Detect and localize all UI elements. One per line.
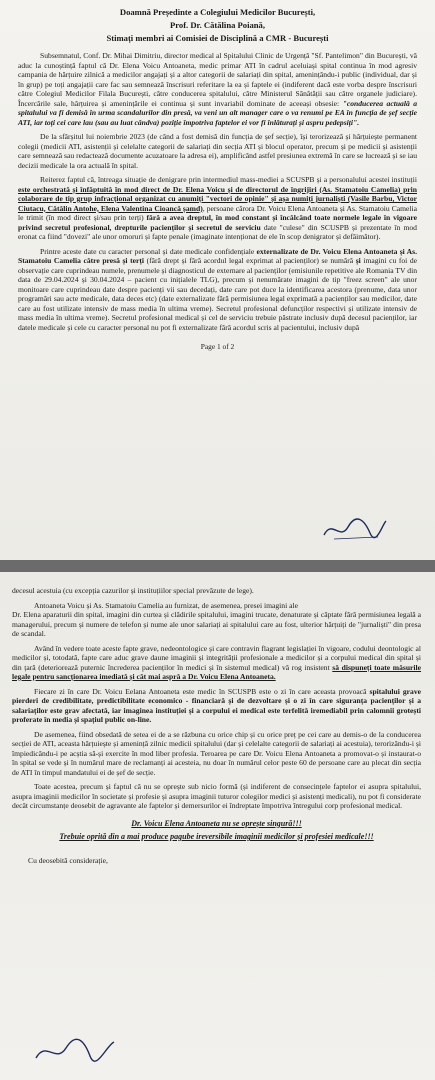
paragraph-3-bold: fără a avea dreptul, în mod constant și încălcând toate normele legale în vigoare privind secretul profesional, drepturile pacienților și secretul de serviciu [18, 213, 417, 232]
paragraph-4-text-a: Printre aceste date cu caracter personal și date medicale confidențiale [40, 246, 257, 256]
paragraph-8-text: Fiecare zi în care Dr. Voicu Eelana Antoaneta este medic în SCUSPB este o zi în care aceasta provoacă [34, 686, 370, 696]
closing-statement-1: Dr. Voicu Elena Antoaneta nu se oprește singură!!! [131, 818, 302, 828]
addressee-line-3: Stimați membri ai Comisiei de Disciplină a CMR - București [106, 33, 329, 43]
document-page-2 [0, 572, 435, 1080]
paragraph-6-lead: Antoaneta Voicu și As. Stamatoiu Camelia au furnizat, de asemenea, presei imagini ale [34, 600, 298, 610]
paragraph-7 [12, 644, 421, 682]
paragraph-4 [18, 247, 417, 333]
paragraph-3-emphasis: este orchestrată și înfăptuită în mod direct de Dr. Elena Voicu și de directorul de îngrijiri (As. Stamatoiu Camelia) prin colaborare de tip grup infracțional organizat cu anumiți "vectori de opinie" și așa numiți jurnaliști (Vasile Barbu, Victor Ciutacu, Cătălin Antohe, Elena Valentina Cioancă șamd) [18, 184, 417, 213]
paragraph-4-text-b: (fără drept și fără acordul legal exprimat al pacienților) se numără [144, 256, 356, 265]
paragraph-2: De la sfârșitul lui noiembrie 2023 (de când a fost demisă din funcția de șef secție), își terorizează și hărțuiește permanent colegii (medicii ATI, asistenții și celelalte categorii de salariați din secția ATI și blocul operator, precum și pe medicii și asistenții care semnează sau redactează documente acuzatoare la adresa ei), amplificând astfel presiunea extremă în care se lucrează și se iau decizii medicale la ora actuală în spital. [18, 132, 417, 170]
paragraph-8-bold: spitalului grave pierderi de credibilitate, predictibilitate economico - financiară și de dezvoltare și o zi în care siguranța pacienților și a salariaților este grav afectată, iar imaginea instituției și a corpului ei medical este terfelită iremediabil prin calomnii grotești proferate în media și spațiul public on-line. [12, 686, 421, 724]
paragraph-3 [18, 175, 417, 242]
closing-salutation: Cu deosebită considerație, [28, 855, 108, 865]
paragraph-3-text-b: , persoane cărora Dr. Voicu Elena Antoaneta și As. Stamatoiu Camelia le trimit (în mod direct și/sau prin terți) [18, 203, 418, 222]
paragraph-10: Toate acestea, precum și faptul că nu se oprește sub nicio formă (și indiferent de consecințele faptelor ei asupra spitalului, asupra imaginii medicilor în societate și profesie și asupra imaginii tuturor colegilor medici și asistenți medicali), nu pot fi considerate decât circumstanțe deosebit de agravante ale faptelor și demersurilor ei îndreptate împotriva întregului corp profesional medical. [12, 782, 421, 810]
paragraph-8 [12, 687, 421, 725]
paragraph-7-text: Având în vedere toate aceste fapte grave, nedeontologice și care contravin flagrant legislației în vigoare, codului deontologic al medicilor și, totodată, fapte care aduc grave daune imaginii și integrității profesionale a medicilor și a corpului medical din spital și din țară (deteriorează puternic încrederea pacienților în medici și în sistemul medical) vă rog insistent [12, 643, 421, 672]
signature-mark [320, 515, 390, 545]
addressee-line-1: Doamnă Președinte a Colegiului Medicilor București, [119, 7, 316, 17]
closing-statement-2: Trebuie oprită din a mai produce pagube ireversibile imaginii medicilor și profesiei medicale!!! [59, 832, 374, 841]
paragraph-4-bold: externalizate de Dr. Voicu Elena Antoaneta și As. Stamatoiu Camelia către presă și terți [18, 246, 417, 265]
paragraph-1 [18, 51, 417, 127]
paragraph-3-text-c: date "culese" din SCUSPB și prezentate în mod eronat ca fiind "dovezi" ale unor omoruri și fapte penale (imaginate intenționat de ele în scop denigrator și defăimător). [18, 222, 417, 241]
paragraph-7-emphasis: să dispuneți toate măsurile legale pentru sancționarea imediată și cât mai aspră a Dr. Voicu Elena Antoaneta. [12, 662, 422, 681]
page-number: Page 1 of 2 [200, 342, 235, 351]
paragraph-5: decesul acestuia (cu excepția cazurilor și instituțiilor special prevăzute de lege). [12, 586, 254, 595]
paragraph-6: Dr. Elena aparaturii din spital, imagini din curtea și clădirile spitalului, imagini trucate, denaturate și cāptate fără permisiunea legală a managerului, precum și numere de telefon și nume ale unor salariați ai spitalului care au fost, ulterior hărțuiți de "jurnaliști" din presa de scandal. [12, 610, 421, 638]
paragraph-1-quote: "conducerea actuală a spitalului va fi demisă în urma scandalurilor din presă, va veni un alt manager care o va renumi pe EA în funcția de șef secție ATI, iar toți cei care lau (sau au luat cândva) poziție împotriva faptelor ei vor fi înlăturați și aspru pedepsiți". [18, 98, 417, 127]
paragraph-9: De asemenea, fiind obsedată de setea ei de a se răzbuna cu orice chip și cu orice preț pe cei care au demis-o de la conducerea secției de ATI, aceasta hărțuiește și amenință zilnic medicii spitalului (dar și celelalte categorii de salariați ai acestuia), terorizându-i și împiedicându-i pe acștia să-și exercite în mod liber profesia. Teroarea pe care Dr. Voicu Elena Antoaneta a promovat-o și instaurat-o în spital se vede și în numărul mare de reclamanți ai acesteia, nu doar în numărul celor peste 60 de persoane care au plecat din secția de ATI în timpul mandatului ei de șef de secție. [12, 729, 421, 777]
paragraph-4-bold-si: și [355, 256, 361, 265]
signature-mark-2 [30, 1034, 120, 1070]
addressee-line-2: Prof. Dr. Cătălina Poiană, [169, 20, 265, 30]
paragraph-1-text: Subsemnatul, Conf. Dr. Mihai Dimitriu, director medical al Spitalului Clinic de Urgență "Sf. Pantelimon" din București, vă aduc la cunoștință faptul că Dr. Elena Voicu Antoaneta, medic primar ATI în cadrul aceluiași spital continua în mod agresiv campania de hărțuire zilnică a medicilor angajați și a altor categorii de salariați din spital, amenințându-i public (individual, dar și în grup) pe toți angajații care fac sau semnează înscrisuri referitare la ea și faptele ei (indiferent dacă este vorba despre înscrisuri către Colegiul Medicilor Filala București, către conducerea spitalului, către Ministerul Sănătății sau către organele judiciare). Încercările sale, hărțuirea și amenințările ei continua și sunt invariabil dominate de aceeași obsesie: [18, 51, 417, 108]
page-separator [0, 560, 435, 572]
paragraph-3-text-a: Reiterez faptul că, întreaga situație de denigrare prin intermediul mass-mediei a SCUSPB și a personalului acestei instituții [40, 175, 417, 184]
paragraph-4-text-c: imagini cu foi de observație care cuprindeau numele, prenumele și diagnosticul de externare al pacienților (emisiunile repetitive ale Romania TV din data de 29.04.2024 și 30.04.2024 – pacient cu inițialele TLG), precum și nenumărate imagini de tip "freez screen" ale unor monitoare care cuprindeau date despre pacienți vii sau decedați, date care pot duce la identificarea acestora (prenume, data unor programări sau acte medicale, data deces etc) (date externalizate fără permisiunea legal exprimată a pacienților sau medicilor, date care au fost utilizate intensiv de mass media în ultima vreme). Secretul profesional defuncților respectivi și utilizate intensiv de mass media în ultima vreme). Secretul profesional medical și cel de serviciu trebuie păstrate inclusiv după decesul pacienților, iar datele medicale și cele cu caracter personal nu pot fi externalizate fără acordul scris al pacientului, inclusiv după [18, 256, 417, 332]
